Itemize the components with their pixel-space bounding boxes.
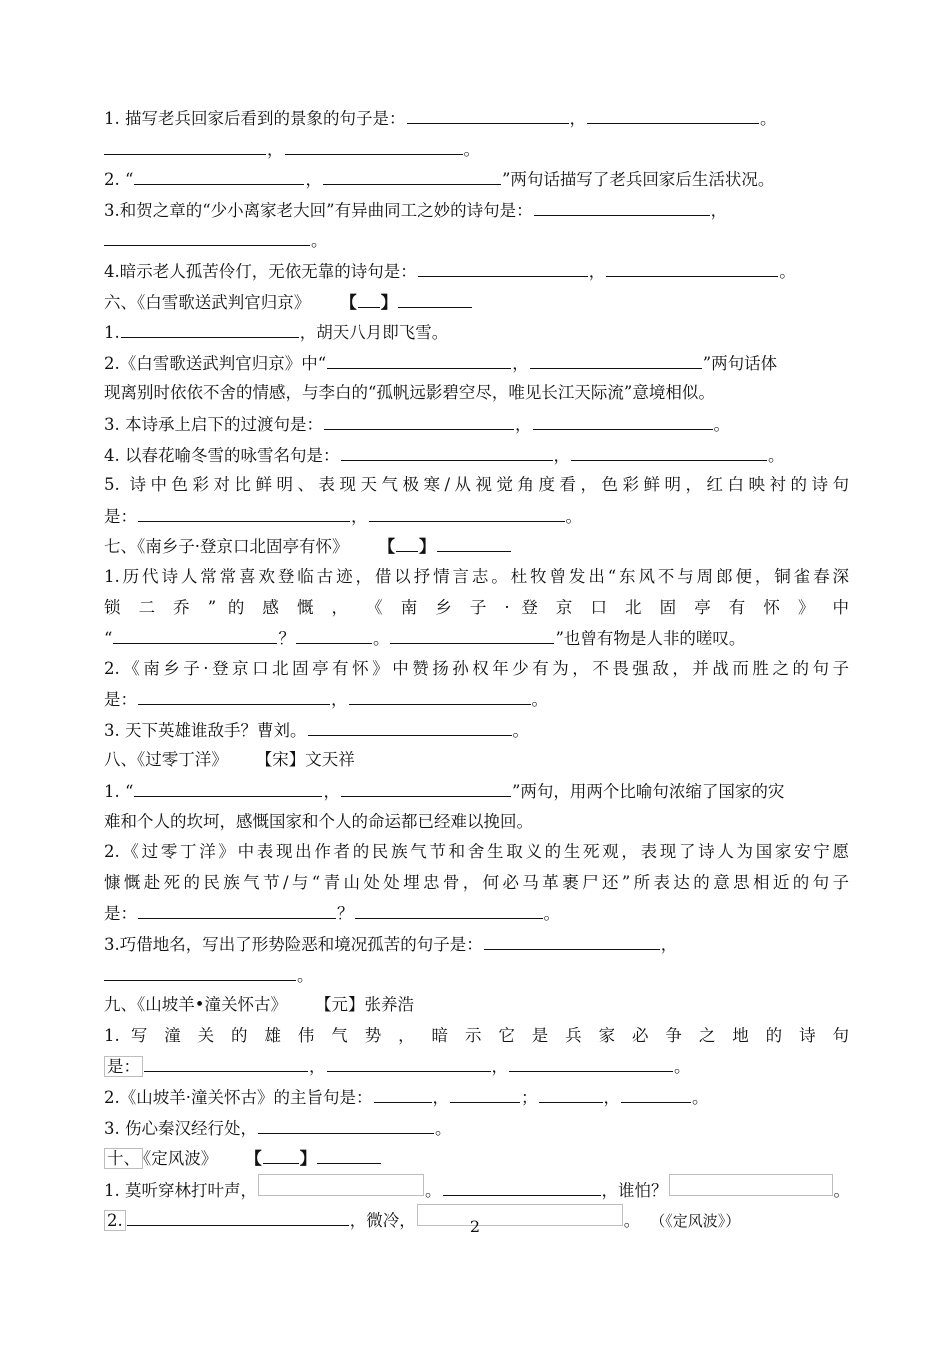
question-line (104, 1174, 849, 1205)
question-line (104, 134, 849, 165)
answer-blank[interactable] (443, 1175, 601, 1196)
punct: ？ (278, 629, 295, 649)
question-line (104, 1082, 849, 1113)
answer-blank[interactable] (285, 134, 463, 155)
question-line (104, 807, 849, 838)
question-text: 是： (104, 904, 137, 924)
punct: 。 (425, 1180, 442, 1200)
punct: 。 (435, 1118, 452, 1138)
author-blank[interactable] (317, 1143, 381, 1164)
question-text: 3. 伤心秦汉经行处， (104, 1118, 257, 1138)
punct: ？ (337, 904, 354, 924)
answer-blank[interactable] (134, 776, 322, 797)
punct: 。 (779, 261, 796, 281)
answer-blank[interactable] (121, 317, 299, 338)
section-author: 【元】张养浩 (314, 995, 414, 1015)
question-text: 是： (104, 1056, 143, 1077)
question-text: 2.《过零丁洋》中表现出作者的民族气节和舍生取义的生死观，表现了诗人为国家安宁愿 (104, 842, 849, 862)
punct: 。 (565, 506, 582, 526)
question-line (104, 684, 849, 715)
bracket: 】 (299, 1149, 317, 1169)
question-text: 2.《白雪歌送武判官归京》中“ (104, 353, 327, 373)
question-text: 3. 天下英雄谁敌手？曹刘。 (104, 720, 307, 740)
question-text: 3.巧借地名，写出了形势险恶和境况孤苦的句子是： (104, 935, 483, 955)
question-text: ，谁怕？ (601, 1180, 668, 1200)
question-line (104, 470, 849, 501)
bracket: 【 (245, 1149, 262, 1169)
punct: ， (305, 170, 322, 190)
answer-blank[interactable] (258, 1174, 424, 1196)
punct: ； (521, 1088, 538, 1107)
section-title: 七、《南乡子·登京口北固亭有怀》 (104, 537, 349, 557)
question-text: ”两句话体 (702, 353, 778, 373)
answer-blank[interactable] (104, 960, 296, 981)
bracket: 】 (380, 292, 398, 312)
author-blank[interactable] (437, 531, 511, 552)
section-title: 《定风波》 (143, 1149, 218, 1169)
question-line (104, 1021, 849, 1052)
answer-blank[interactable] (323, 164, 501, 185)
answer-blank[interactable] (144, 1051, 308, 1072)
punct: ， (267, 139, 284, 159)
punct: 。 (297, 965, 314, 985)
punct: 。 (311, 231, 328, 251)
question-line (104, 164, 849, 195)
answer-blank[interactable] (539, 1082, 603, 1103)
question-text: 锁 二 乔 ” 的 感 慨 ， 《 南 乡 子 · 登 京 口 北 固 亭 有 怀 》 中 (104, 597, 849, 617)
question-line (104, 103, 849, 134)
punct: ， (553, 445, 570, 465)
answer-blank[interactable] (296, 623, 372, 644)
section-heading (104, 990, 849, 1021)
answer-blank[interactable] (258, 1113, 434, 1134)
question-text: ”两句话描写了老兵回家后生活状况。 (501, 170, 775, 190)
question-text: 5. 诗中色彩对比鲜明、表现天气极寒/从视觉角度看，色彩鲜明，红白映衬的诗句 (104, 475, 849, 495)
answer-blank[interactable] (534, 195, 710, 216)
question-line (104, 929, 849, 960)
punct: 。 (674, 1057, 691, 1077)
question-text: ”也曾有物是人非的嗟叹。 (555, 629, 746, 649)
question-line (104, 1051, 849, 1082)
punct: “ (104, 629, 113, 649)
question-text: 3. 本诗承上启下的过渡句是： (104, 414, 323, 434)
question-line (104, 501, 849, 532)
section-title: 六、《白雪歌送武判官归京》 (104, 292, 311, 312)
punct: 。 (512, 720, 529, 740)
bracket: 】 (419, 537, 436, 557)
answer-blank[interactable] (104, 134, 266, 155)
section-number: 十、 (104, 1148, 143, 1169)
answer-blank[interactable] (621, 1082, 691, 1103)
question-text: 现离别时依依不舍的情感，与李白的“孤帆远影碧空尽，唯见长江天际流”意境相似。 (104, 383, 715, 403)
question-line (104, 256, 849, 287)
question-line (104, 776, 849, 807)
question-text: ，胡天八月即飞雪。 (299, 323, 449, 343)
punct: ， (515, 414, 532, 434)
answer-blank[interactable] (407, 103, 569, 124)
author-blank[interactable] (398, 287, 472, 308)
answer-blank[interactable] (509, 1051, 673, 1072)
section-heading (104, 287, 849, 318)
answer-blank[interactable] (308, 715, 512, 736)
punct: ， (351, 506, 368, 526)
question-text: 是： (104, 690, 137, 710)
question-text: 1. 写 潼 关 的 雄 伟 气 势 ， 暗 示 它 是 兵 家 必 争 之 地 的 诗 句 (104, 1025, 849, 1045)
punct: 。 (531, 690, 548, 710)
answer-blank[interactable] (369, 501, 565, 522)
answer-blank[interactable] (484, 929, 660, 950)
section-title: 九、《山坡羊•潼关怀古》 (104, 995, 287, 1015)
answer-blank[interactable] (390, 623, 554, 644)
punct: 。 (833, 1180, 850, 1200)
answer-blank[interactable] (374, 1082, 432, 1103)
section-heading (104, 1143, 849, 1174)
answer-blank[interactable] (134, 164, 304, 185)
punct: ， (323, 782, 340, 802)
punct: ， (491, 1057, 508, 1077)
question-line (104, 562, 849, 593)
punct: ， (660, 935, 678, 955)
question-text: 2. “ (104, 170, 134, 190)
question-line (104, 317, 849, 348)
punct: ， (309, 1057, 326, 1077)
answer-blank[interactable] (571, 440, 767, 461)
question-text: 2.《山坡羊·潼关怀古》的主旨句是： (104, 1088, 373, 1107)
question-line (104, 1113, 849, 1144)
question-line (104, 348, 849, 379)
question-line (104, 837, 849, 868)
question-text: 4.暗示老人孤苦伶仃，无依无靠的诗句是： (104, 261, 417, 281)
answer-blank[interactable] (450, 1082, 520, 1103)
punct: 。 (623, 1211, 641, 1231)
punct: 。 (768, 445, 785, 465)
question-text: ”两句，用两个比喻句浓缩了国家的灾 (511, 782, 785, 802)
punct: 。 (713, 414, 730, 434)
bracket: 【 (378, 537, 395, 557)
answer-blank[interactable] (341, 776, 511, 797)
question-text: 1. “ (104, 782, 134, 802)
question-text: 3.和贺之章的“少小离家老大回”有异曲同工之妙的诗句是： (104, 200, 533, 220)
punct: ， (603, 1088, 620, 1107)
punct: ， (569, 109, 586, 128)
section-author: 【宋】文天祥 (255, 750, 355, 770)
question-line (104, 715, 849, 746)
answer-blank[interactable] (349, 684, 531, 705)
question-line (104, 225, 849, 256)
question-line (104, 440, 849, 471)
question-line (104, 378, 849, 409)
answer-blank[interactable] (104, 225, 310, 246)
answer-blank[interactable] (327, 1051, 491, 1072)
punct: 。 (760, 109, 777, 128)
section-heading (104, 531, 849, 562)
punct: ， (331, 690, 348, 710)
question-text: 4. 以春花喻冬雪的咏雪名句是： (104, 445, 340, 465)
question-text: ，微冷， (349, 1211, 416, 1231)
question-text: 1.历代诗人常常喜欢登临古迹，借以抒情言志。杜牧曾发出“东风不与周郎便，铜雀春深 (104, 566, 849, 586)
question-text: 1. (104, 323, 120, 343)
answer-blank[interactable] (530, 348, 702, 369)
question-line (104, 960, 849, 991)
answer-blank[interactable] (355, 898, 543, 919)
source-note: （《定风波》） (650, 1212, 741, 1231)
answer-blank[interactable] (418, 256, 588, 277)
question-line (104, 898, 849, 929)
question-line (104, 868, 849, 899)
answer-blank[interactable] (138, 898, 336, 919)
question-text: 慷慨赴死的民族气节/与“青山处处埋忠骨，何必马革裹尸还”所表达的意思相近的句子 (104, 872, 849, 892)
punct: 。 (543, 904, 560, 924)
answer-blank[interactable] (587, 103, 759, 124)
punct: ， (588, 261, 606, 281)
answer-blank[interactable] (327, 348, 511, 369)
bracket: 【 (340, 292, 357, 312)
section-heading (104, 745, 849, 776)
question-text: 是： (104, 506, 137, 526)
answer-blank[interactable] (341, 440, 553, 461)
question-text: 难和个人的坎坷，感慨国家和个人的命运都已经难以挽回。 (104, 811, 533, 831)
question-line (104, 593, 849, 624)
answer-blank[interactable] (113, 623, 277, 644)
question-line (104, 623, 849, 654)
answer-blank[interactable] (324, 409, 514, 430)
answer-blank[interactable] (606, 256, 778, 277)
question-line (104, 409, 849, 440)
answer-blank[interactable] (138, 684, 330, 705)
question-number: 2. (104, 1210, 126, 1231)
question-text: 1. 描写老兵回家后看到的景象的句子是： (104, 109, 406, 128)
answer-blank[interactable] (669, 1174, 833, 1196)
section-title: 八、《过零丁洋》 (104, 750, 228, 770)
punct: 。 (463, 139, 480, 159)
punct: ， (512, 353, 529, 373)
answer-blank[interactable] (138, 501, 350, 522)
punct: 。 (372, 629, 390, 649)
dynasty-blank[interactable] (263, 1143, 299, 1164)
punct: ， (432, 1088, 449, 1107)
question-text: 2.《南乡子·登京口北固亭有怀》中赞扬孙权年少有为，不畏强敌，并战而胜之的句子 (104, 658, 849, 678)
answer-blank[interactable] (533, 409, 713, 430)
question-line (104, 654, 849, 685)
worksheet-page (104, 103, 849, 1235)
dynasty-blank[interactable] (396, 531, 418, 552)
question-line (104, 195, 849, 226)
page-number: 2 (469, 1217, 481, 1236)
dynasty-blank[interactable] (358, 287, 380, 308)
punct: 。 (692, 1088, 709, 1107)
question-text: 1. 莫听穿林打叶声， (104, 1180, 257, 1200)
punct: ， (710, 200, 728, 220)
